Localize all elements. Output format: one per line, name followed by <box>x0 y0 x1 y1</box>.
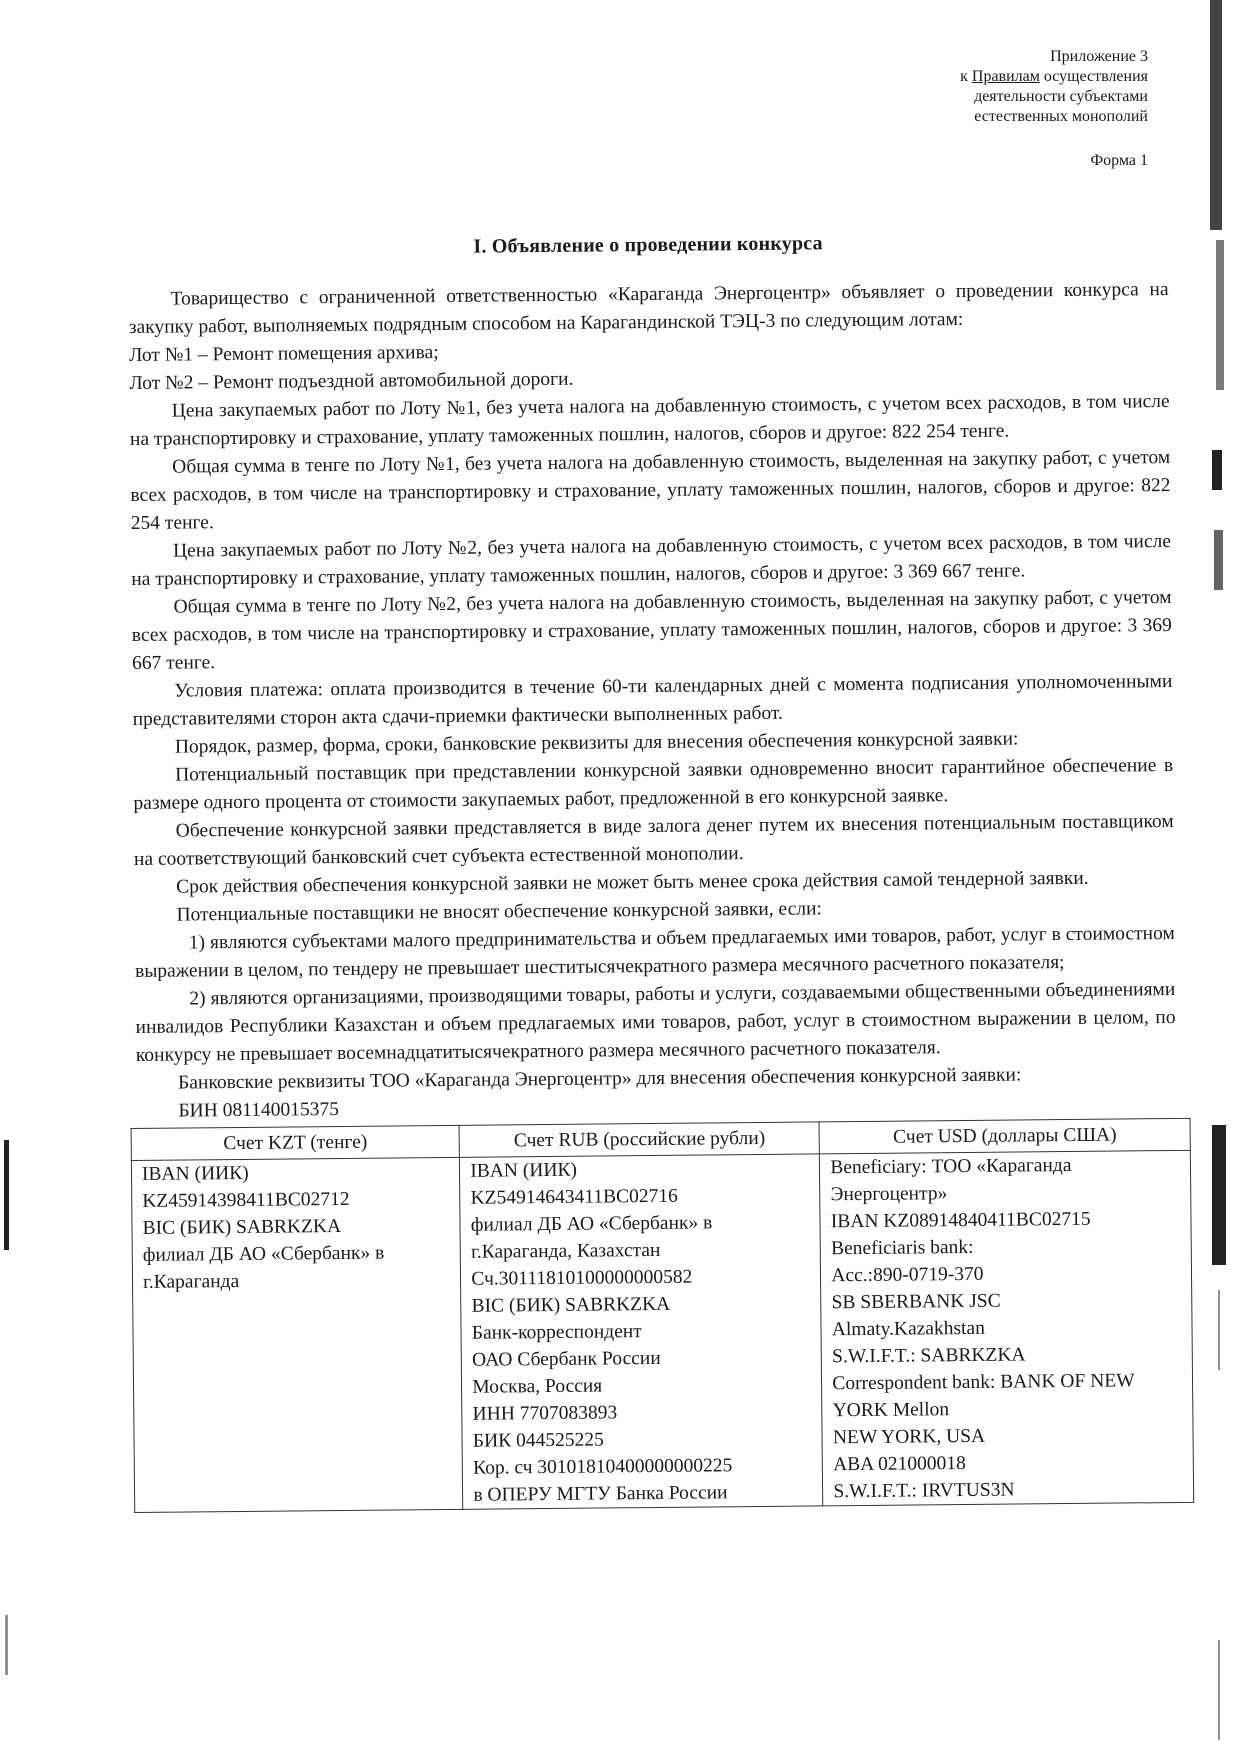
kzt-line: KZ45914398411BC02712 <box>142 1188 350 1212</box>
lot-1-total: Общая сумма в тенге по Лоту №1, без учета налога на добавленную стоимость, выделенная на закупку работ, с учетом всех расходов, в том числе на транспортировку и страхование, уплату таможенных пошлин, налогов, сборов и другое: 822 254 тенге. <box>130 447 1171 534</box>
usd-line: ABA 021000018 <box>833 1453 966 1476</box>
rub-line: BIC (БИК) SABRKZKA <box>471 1293 671 1317</box>
lot-2: Лот №2 – Ремонт подъездной автомобильной дороги. <box>129 368 574 394</box>
appendix-line <box>960 67 1148 87</box>
header-usd: Счет USD (доллары США) <box>819 1118 1190 1154</box>
usd-line: IBAN KZ08914840411BC02715 <box>830 1208 1091 1233</box>
usd-line: Beneficiary: ТОО «Караганда Энергоцентр» <box>830 1154 1072 1206</box>
guarantee-order: Порядок, размер, форма, сроки, банковские реквизиты для внесения обеспечения конкурсной заявки: <box>174 728 1019 758</box>
appendix-reference <box>960 47 1148 127</box>
usd-line: Correspondent bank: BANK OF NEW YORK Mellon <box>832 1370 1135 1422</box>
guarantee-validity: Срок действия обеспечения конкурсной заявки не может быть менее срока действия самой тендерной заявки. <box>176 867 1089 898</box>
appendix-line: естественных монополий <box>974 108 1148 125</box>
rub-line: ИНН 7707083893 <box>472 1402 618 1425</box>
rub-line: Кор. сч 30101810400000000225 <box>473 1455 733 1479</box>
intro-paragraph: Товарищество с ограниченной ответственностью «Караганда Энергоцентр» объявляет о проведении конкурса на закупку работ, выполняемых подрядным способом на Карагандинской ТЭЦ-3 по следующим лотам: <box>128 279 1169 338</box>
usd-details-cell <box>820 1150 1194 1506</box>
payment-terms: Условия платежа: оплата производится в течение 60-ти календарных дней с момента подписания уполномоченными представителями сторон акта сдачи-приемки фактически выполненных работ. <box>132 670 1173 730</box>
lot-1: Лот №1 – Ремонт помещения архива; <box>129 342 439 366</box>
scan-edge-noise-left <box>0 0 14 1754</box>
guarantee-deposit: Обеспечение конкурсной заявки представляется в виде залога денег путем их внесения потенциальным поставщиком на соответствующий банковский счет субъекта естественной монополии. <box>133 810 1174 870</box>
rub-line: филиал ДБ АО «Сбербанк» в г.Караганда, Казахстан <box>470 1212 713 1263</box>
appendix-line: Приложение 3 <box>1050 48 1148 65</box>
appendix-line: деятельности субъектами <box>974 88 1148 105</box>
rub-details-cell <box>460 1154 823 1509</box>
appendix-prefix: к <box>960 68 972 85</box>
rub-line: в ОПЕРУ МГТУ Банка России <box>473 1482 728 1506</box>
usd-line: Beneficiaris bank: <box>830 1236 974 1260</box>
rub-line: Москва, Россия <box>472 1375 603 1398</box>
header-kzt: Счет KZT (тенге) <box>131 1125 460 1160</box>
scan-edge-noise-right <box>1196 0 1240 1754</box>
guarantee-amount: Потенциальный поставщик при представлении конкурсной заявки одновременно вносит гарантийное обеспечение в размере одного процента от стоимости закупаемых работ, предложенной в его конкурсной заявке. <box>133 754 1174 814</box>
usd-line: S.W.I.F.T.: SABRKZKA <box>832 1344 1026 1368</box>
exemption-intro: Потенциальные поставщики не вносят обеспечение конкурсной заявки, если: <box>176 898 822 926</box>
rub-line: KZ54914643411BC02716 <box>470 1185 678 1209</box>
usd-line: Almaty.Kazakhstan <box>831 1317 986 1341</box>
usd-line: SB SBERBANK JSC <box>831 1290 1001 1314</box>
rub-line: IBAN (ИИК) <box>470 1159 578 1182</box>
bank-details-table <box>131 1118 1195 1513</box>
lot-2-price: Цена закупаемых работ по Лоту №2, без учета налога на добавленную стоимость, с учетом всех расходов, в том числе на транспортировку и страхование, уплату таможенных пошлин, налогов, сборов и другое: 3 369 667 тенге. <box>131 531 1172 590</box>
appendix-suffix: осуществления <box>1039 68 1148 85</box>
lot-1-price: Цена закупаемых работ по Лоту №1, без учета налога на добавленную стоимость, с учетом всех расходов, в том числе на транспортировку и страхование, уплату таможенных пошлин, налогов, сборов и другое: 822 254 тенге. <box>129 391 1170 450</box>
rules-link-text: Правилам <box>971 68 1040 85</box>
rub-line: ОАО Сбербанк России <box>471 1347 661 1371</box>
table-row <box>131 1150 1193 1512</box>
usd-line: S.W.I.F.T.: IRVTUS3N <box>833 1479 1015 1503</box>
rub-line: Банк-корреспондент <box>471 1321 642 1344</box>
form-number: Форма 1 <box>1090 152 1148 169</box>
usd-line: Acc.:890-0719-370 <box>831 1263 984 1287</box>
exemption-2: 2) являются организациями, производящими товары, работы и услуги, создаваемыми общественными объединениями инвалидов Республики Казахстан и объем предлагаемых ими товаров, работ, услуг в стоимостном выражении в целом, по конкурсу не превышает восемнадцатитысячекратного размера месячного расчетного показателя. <box>135 978 1176 1066</box>
usd-line: NEW YORK, USA <box>832 1425 986 1449</box>
bank-details-intro: Банковские реквизиты ТОО «Караганда Энергоцентр» для внесения обеспечения конкурсной заявки: <box>178 1064 1022 1094</box>
announcement-body <box>128 226 1180 1513</box>
kzt-details-cell <box>131 1157 463 1512</box>
bin-number: БИН 081140015375 <box>178 1099 340 1122</box>
kzt-line: филиал ДБ АО «Сбербанк» в г.Караганда <box>142 1242 385 1293</box>
kzt-line: IBAN (ИИК) <box>141 1162 249 1185</box>
rub-line: БИК 044525225 <box>472 1429 604 1452</box>
kzt-line: BIC (БИК) SABRKZKA <box>142 1216 342 1239</box>
lot-2-total: Общая сумма в тенге по Лоту №2, без учета налога на добавленную стоимость, выделенная на закупку работ, с учетом всех расходов, в том числе на транспортировку и страхование, уплату таможенных пошлин, налогов, сборов и другое: 3 369 667 тенге. <box>131 587 1172 674</box>
document-title: I. Объявление о проведении конкурса <box>473 232 823 258</box>
exemption-1: 1) являются субъектами малого предпринимательства и объем предлагаемых ими товаров, работ, услуг в стоимостном выражении в целом, по тендеру не превышает шеститысячекратного размера месячного расчетного показателя; <box>134 922 1175 982</box>
rub-line: Сч.30111810100000000582 <box>471 1266 693 1290</box>
header-rub: Счет RUB (российские рубли) <box>459 1122 819 1157</box>
